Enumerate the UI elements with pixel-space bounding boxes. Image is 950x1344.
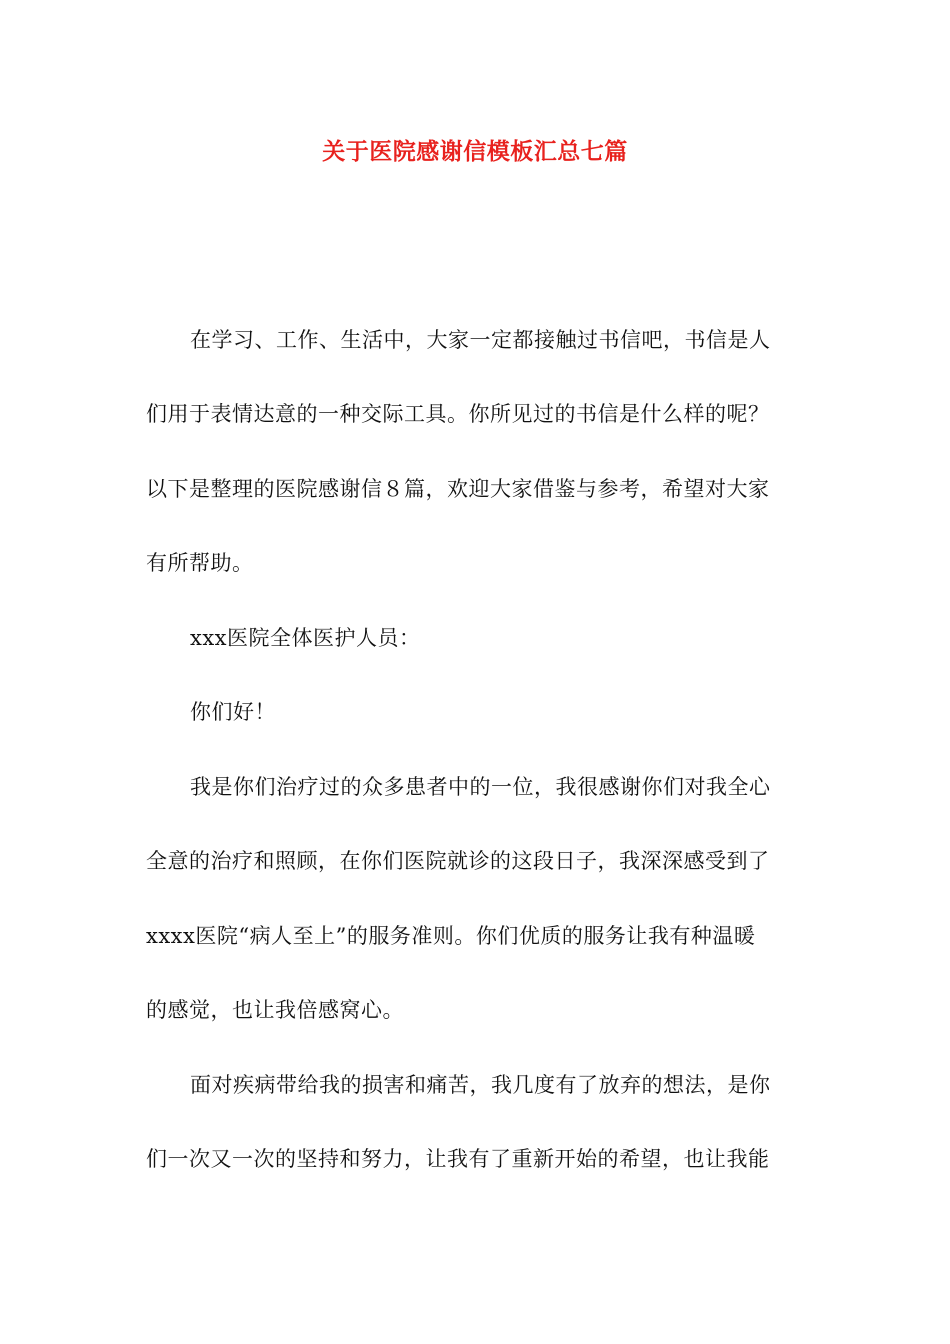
paragraph-line: 们一次又一次的坚持和努力，让我有了重新开始的希望，也让我能 <box>146 1147 770 1171</box>
paragraph-line: 在学习、工作、生活中，大家一定都接触过书信吧，书信是人 <box>190 328 771 352</box>
paragraph-line: xxxx医院“病人至上”的服务准则。你们优质的服务让我有种温暖 <box>146 924 756 948</box>
paragraph-line: 我是你们治疗过的众多患者中的一位，我很感谢你们对我全心 <box>190 775 771 799</box>
paragraph-line: 全意的治疗和照顾，在你们医院就诊的这段日子，我深深感受到了 <box>146 849 770 873</box>
paragraph-line: 有所帮助。 <box>146 551 254 575</box>
paragraph-line: 的感觉，也让我倍感窝心。 <box>146 998 404 1022</box>
paragraph-line: 们用于表情达意的一种交际工具。你所见过的书信是什么样的呢？ <box>146 402 770 426</box>
greeting-line: 你们好！ <box>190 700 276 724</box>
paragraph-line: 以下是整理的医院感谢信８篇，欢迎大家借鉴与参考，希望对大家 <box>146 477 770 501</box>
document-title: 关于医院感谢信模板汇总七篇 <box>322 138 628 165</box>
paragraph-line: 面对疾病带给我的损害和痛苦，我几度有了放弃的想法，是你 <box>190 1073 771 1097</box>
salutation-line: xxx医院全体医护人员： <box>190 626 421 650</box>
